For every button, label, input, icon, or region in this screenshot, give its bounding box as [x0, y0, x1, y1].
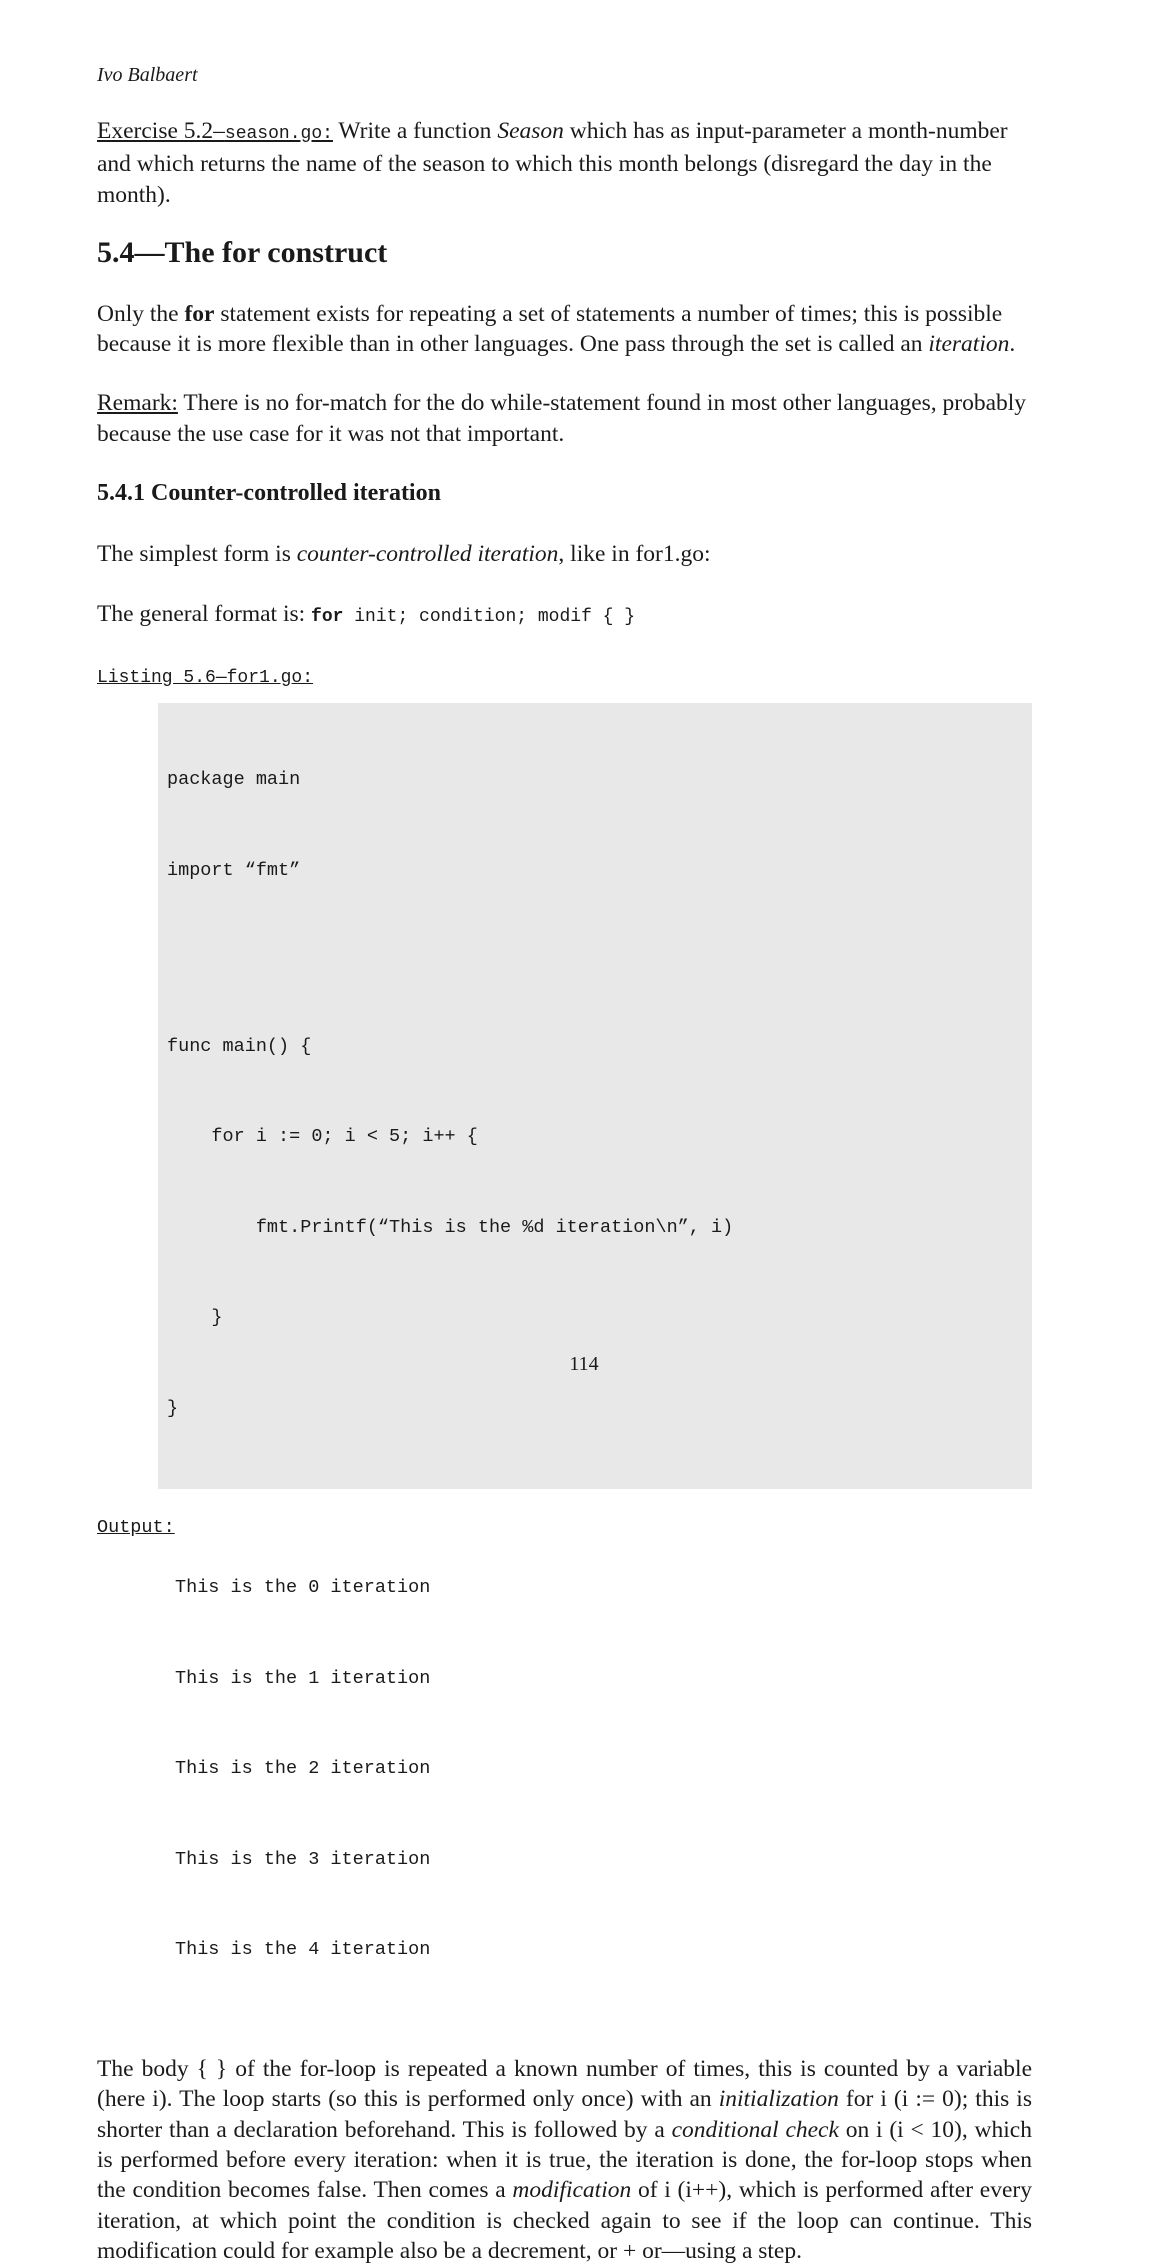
exercise-label-prefix: Exercise 5.2–: [97, 118, 225, 144]
format-code-keyword: for: [311, 607, 344, 628]
code-line: for i := 0; i < 5; i++ {: [167, 1126, 478, 1148]
running-header-author: Ivo Balbaert: [97, 64, 198, 86]
code-line: func main() {: [167, 1035, 312, 1057]
output-line: This is the 0 iteration: [175, 1577, 431, 1599]
simplest-paragraph: [97, 539, 1032, 569]
body-term-modification: modification: [512, 2177, 632, 2204]
output-label: Output:: [97, 1516, 175, 1538]
code-line: }: [167, 1307, 223, 1329]
output-lines: [175, 1513, 430, 2026]
remark-paragraph: [97, 388, 1032, 449]
exercise-label: [97, 118, 333, 144]
output-line: This is the 2 iteration: [175, 1758, 431, 1780]
body-text-4: of i (i++), which is performed after every iteration, at which point the condition is checked again to see if the loop can continue. This modification could for example also be a decrement, or + or—using a step.: [97, 2177, 1032, 2264]
exercise-text-1: Write a function: [332, 118, 498, 144]
code-line: package main: [167, 769, 301, 791]
intro-text-2: statement exists for repeating a set of statements a number of times; this is possible because it is more flexible than in other languages. One pass through the set is called an: [97, 300, 1003, 358]
page-number: 114: [569, 1353, 599, 1375]
simplest-italic-term: counter-controlled iteration: [296, 541, 559, 568]
intro-iteration-term: iteration: [928, 331, 1010, 358]
intro-for-keyword: for: [184, 300, 215, 327]
body-term-initialization: initialization: [718, 2086, 839, 2113]
body-term-conditional-check: conditional check: [671, 2116, 839, 2143]
intro-paragraph: [97, 299, 1032, 360]
code-line: fmt.Printf(“This is the %d iteration\n”, i): [167, 1216, 734, 1238]
format-code-rest: init; condition; modif { }: [343, 607, 636, 628]
section-title: 5.4—The for construct: [97, 235, 388, 269]
body-text-3: on i (i < 10), which is performed before every iteration: when it is true, the iteration is done, the for-loop stops when the condition becomes false. Then comes a: [97, 2116, 1032, 2204]
output-line: This is the 4 iteration: [175, 1939, 431, 1961]
simplest-text-1: The simplest form is: [97, 541, 297, 568]
body-text-1: The body { } of the for-loop is repeated a known number of times, this is counted by a variable (here i). The loop starts (so this is performed only once) with an: [97, 2056, 1032, 2113]
subsection-title: 5.4.1 Counter-controlled iteration: [97, 480, 441, 507]
output-block: [97, 1513, 1032, 2026]
intro-text-3: .: [1009, 331, 1016, 358]
code-line: }: [167, 1398, 179, 1420]
intro-text-1: Only the: [97, 300, 185, 327]
remark-label: Remark:: [97, 390, 178, 417]
page-content: [97, 60, 1032, 2266]
format-text: The general format is:: [97, 601, 312, 628]
exercise-paragraph: [97, 116, 1032, 210]
format-paragraph: [97, 599, 1032, 632]
listing-caption: Listing 5.6—for1.go:: [97, 667, 314, 688]
body-paragraph: [97, 2054, 1032, 2266]
simplest-text-2: , like in for1.go:: [558, 541, 711, 568]
code-line: [167, 946, 1032, 971]
output-line: This is the 1 iteration: [175, 1667, 431, 1689]
code-line: import “fmt”: [167, 859, 301, 881]
exercise-function-name: Season: [497, 118, 564, 144]
remark-text: There is no for-match for the do while-statement found in most other languages, probably because the use case for it was not that important.: [97, 390, 1027, 447]
body-text-2: for i (i := 0); this is shorter than a declaration beforehand. This is followed by a: [97, 2086, 1032, 2143]
exercise-text-2: which has as input-parameter a month-number and which returns the name of the season to which this month belongs (disregard the day in the month).: [97, 118, 1008, 208]
output-line: This is the 3 iteration: [175, 1848, 431, 1870]
exercise-label-file: season.go:: [224, 124, 333, 144]
